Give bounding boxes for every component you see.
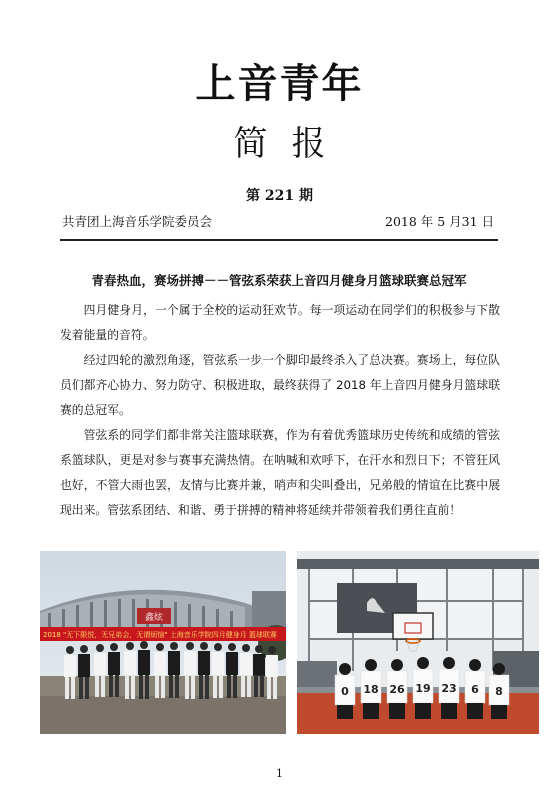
jersey-number: 23 bbox=[441, 682, 457, 695]
banner-text: 2018 "无下限悦，无兄弟会，无谓烦恼" 上海音乐学院四月健身月 篮球联赛 bbox=[43, 631, 277, 639]
jersey-number: 6 bbox=[471, 683, 479, 696]
article-paragraph: 四月健身月，一个属于全校的运动狂欢节。每一项运动在同学们的积极参与下散发着能量的音符。 bbox=[60, 303, 500, 342]
team-photo-arena bbox=[40, 551, 286, 734]
team-photo-court bbox=[297, 551, 539, 734]
article-paragraph: 经过四轮的激烈角逐，管弦系一步一个脚印最终杀入了总决赛。赛场上，每位队员们都齐心协力、努力防守、积极进取，最终获得了 2018 年上音四月健身月篮球联赛的总冠军。 bbox=[60, 353, 500, 417]
masthead-subtitle: 简报 bbox=[233, 124, 350, 164]
jersey-number: 26 bbox=[389, 683, 405, 696]
publisher: 共青团上海音乐学院委员会 bbox=[62, 214, 213, 229]
article-headline: 青春热血，赛场拼搏－－管弦系荣获上音四月健身月篮球联赛总冠军 bbox=[91, 273, 467, 288]
jersey-number: 19 bbox=[415, 682, 431, 695]
page-number: 1 bbox=[276, 767, 283, 780]
arena-sign-text: 鑫炫 bbox=[144, 613, 164, 623]
masthead-title: 上音青年 bbox=[195, 60, 364, 107]
article-paragraph: 管弦系的同学们都非常关注篮球联赛，作为有着优秀篮球历史传统和成绩的管弦系篮球队，更是对参与赛事充满热情。在呐喊和欢呼下，在汗水和烈日下；不管狂风也好，不管大雨也罢，友情与比赛并兼，哨声和尖叫叠出，兄弟般的情谊在比赛中展现出来。管弦系团结、和谐、勇于拼搏的精神将延续并带领着我们勇往直前！ bbox=[60, 428, 500, 517]
jersey-number: 18 bbox=[363, 683, 379, 696]
jersey-number: 8 bbox=[495, 685, 503, 698]
jersey-number: 0 bbox=[341, 685, 349, 698]
header-rule bbox=[60, 239, 498, 241]
issue-date: 2018 年 5 月31 日 bbox=[385, 214, 495, 229]
article-body bbox=[60, 298, 500, 523]
issue-number: 第 221 期 bbox=[246, 188, 313, 204]
